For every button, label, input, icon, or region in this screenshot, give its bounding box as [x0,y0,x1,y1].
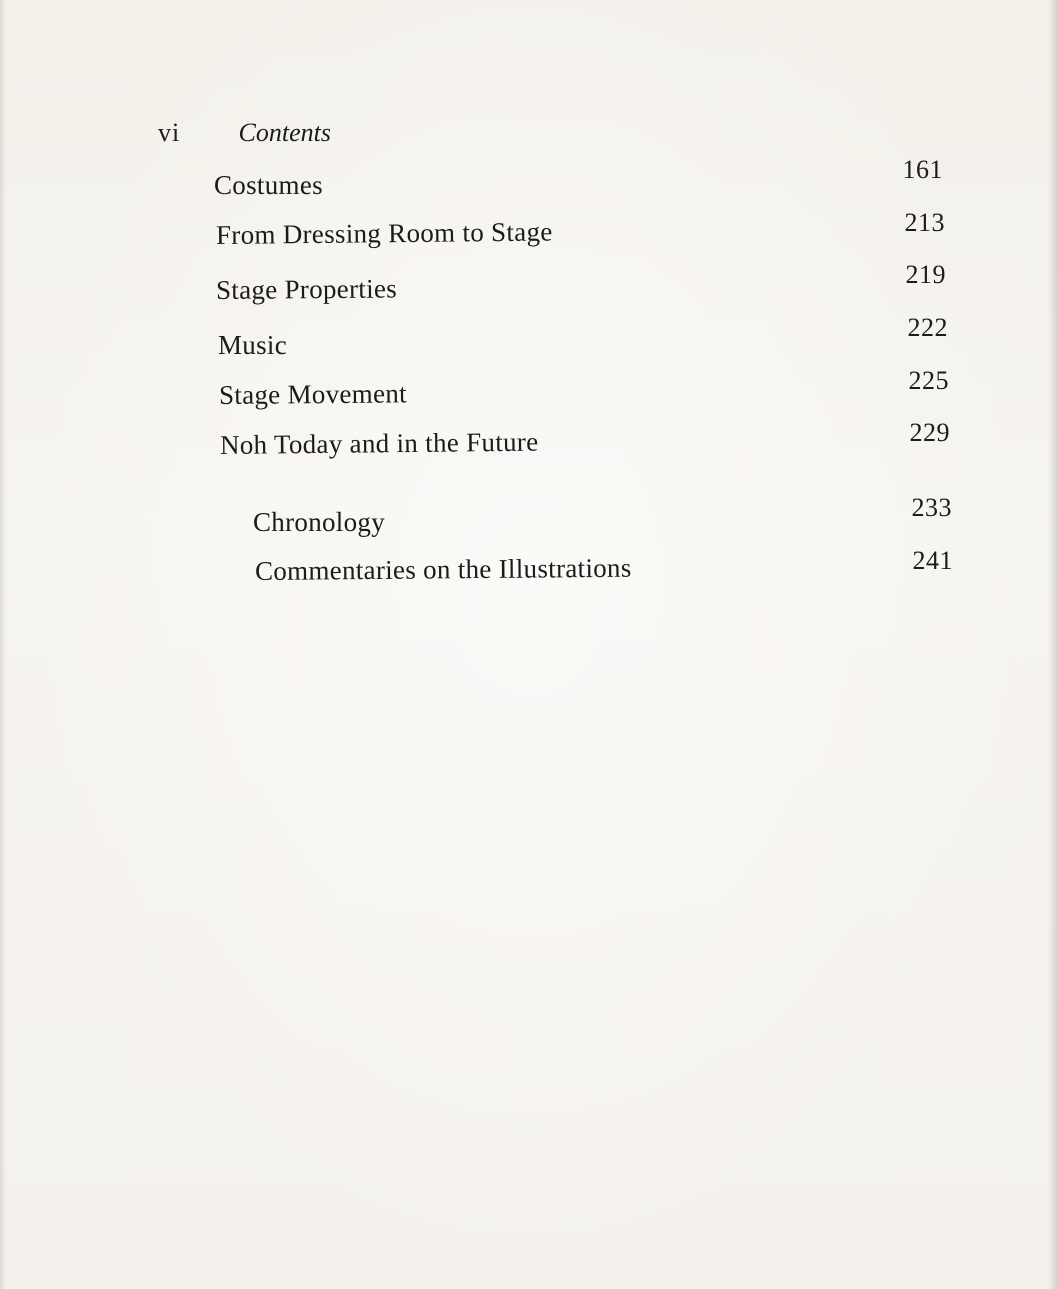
toc-entry-chronology: Chronology [253,507,386,537]
toc-page-number: 161 [902,155,943,184]
toc-page-number: 241 [912,546,953,575]
running-head [158,118,331,148]
page-left-shadow [0,0,6,1289]
toc-page-number: 213 [904,208,945,237]
toc-page-number: 229 [909,418,950,447]
page-folio: vi [158,118,181,147]
toc-page-number: 233 [911,493,952,522]
toc-entry-dressing-room: From Dressing Room to Stage [215,216,553,250]
toc-entry-costumes: Costumes [214,170,323,200]
toc-entry-noh-today: Noh Today and in the Future [219,426,539,460]
toc-page-number: 219 [905,260,946,289]
toc-entry-stage-movement: Stage Movement [218,378,408,410]
toc-entry-commentaries: Commentaries on the Illustrations [254,552,632,586]
toc-page-number: 222 [907,313,948,342]
page-right-shadow [1048,0,1058,1289]
toc-page-number: 225 [908,366,949,395]
running-head-title: Contents [238,118,331,147]
toc-entry-music: Music [218,330,287,360]
toc-entry-stage-properties: Stage Properties [215,273,398,305]
